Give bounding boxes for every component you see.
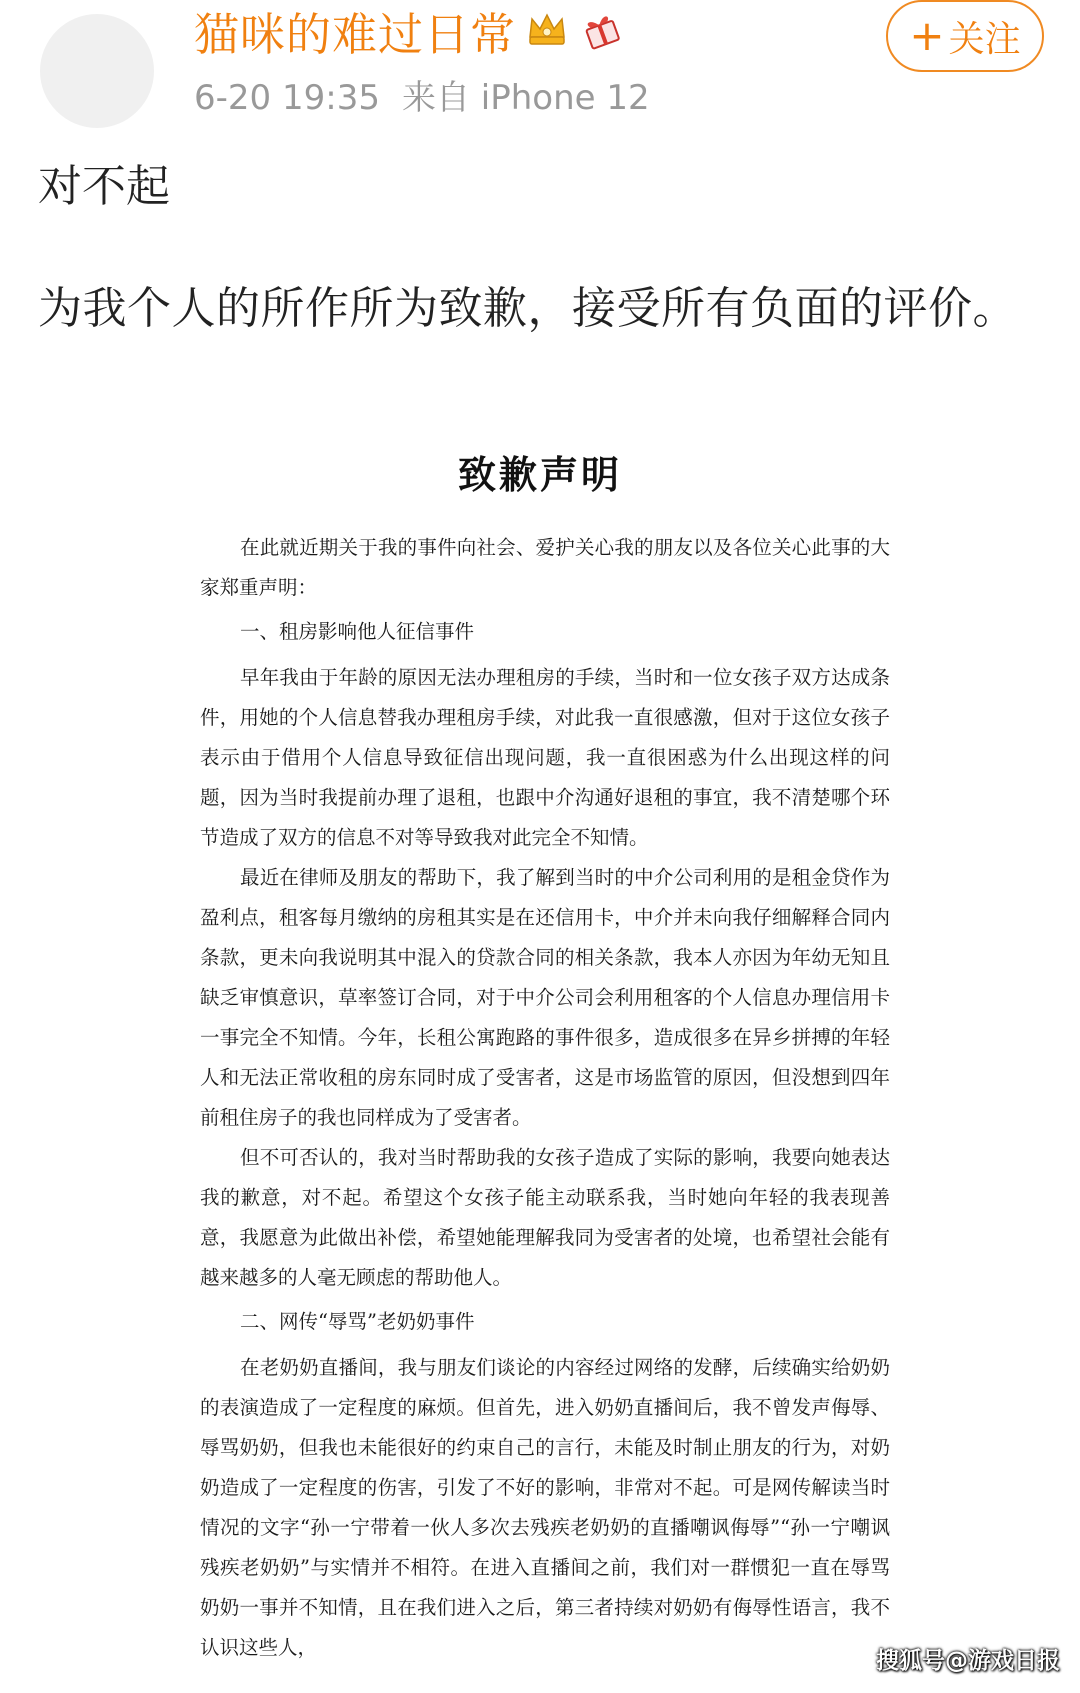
document-paragraph: 在老奶奶直播间，我与朋友们谈论的内容经过网络的发酵，后续确实给奶奶的表演造成了一定程度的麻烦。但首先，进入奶奶直播间后，我不曾发声侮辱、辱骂奶奶，但我也未能很好的约束自己的言行，未能及时制止朋友的行为，对奶奶造成了一定程度的伤害，引发了不好的影响，非常对不起。可是网传解读当时情况的文字“孙一宁带着一伙人多次去残疾老奶奶的直播嘲讽侮辱”“孙一宁嘲讽残疾老奶奶”与实情并不相符。在进入直播间之前，我们对一群惯犯一直在辱骂奶奶一事并不知情，且在我们进入之后，第三者持续对奶奶有侮辱性语言，我不认识这些人， — [200, 1356, 890, 1659]
post-text-line: 对不起 — [38, 161, 170, 212]
post-meta — [194, 70, 650, 119]
follow-label: 关注 — [948, 18, 1021, 60]
follow-button[interactable] — [886, 0, 1044, 72]
username-row — [194, 2, 624, 61]
post-source[interactable]: 来自 iPhone 12 — [401, 78, 650, 118]
watermark: 搜狐号@游戏日报 — [876, 1648, 1060, 1674]
document-paragraph: 最近在律师及朋友的帮助下，我了解到当时的中介公司利用的是租金贷作为盈利点，租客每月缴纳的房租其实是在还信用卡，中介并未向我仔细解释合同内条款，更未向我说明其中混入的贷款合同的相关条款，我本人亦因为年幼无知且缺乏审慎意识，草率签订合同，对于中介公司会利用租客的个人信息办理信用卡一事完全不知情。今年，长租公寓跑路的事件很多，造成很多在异乡拼搏的年轻人和无法正常收租的房东同时成了受害者，这是市场监管的原因，但没想到四年前租住房子的我也同样成为了受害者。 — [200, 866, 890, 1129]
document-section-heading: 一、租房影响他人征信事件 — [240, 620, 475, 643]
document-paragraph: 早年我由于年龄的原因无法办理租房的手续，当时和一位女孩子双方达成条件，用她的个人信息替我办理租房手续，对此我一直很感激，但对于这位女孩子表示由于借用个人信息导致征信出现问题，我一直很困惑为什么出现这样的问题，因为当时我提前办理了退租，也跟中介沟通好退租的事宜，我不清楚哪个环节造成了双方的信息不对等导致我对此完全不知情。 — [200, 666, 890, 849]
username[interactable]: 猫咪的难过日常 — [194, 7, 517, 61]
gift-badge-icon[interactable] — [578, 7, 624, 53]
post-text-line: 为我个人的所作所为致歉，接受所有负面的评价。 — [38, 283, 1017, 334]
document-paragraph: 在此就近期关于我的事件向社会、爱护关心我的朋友以及各位关心此事的大家郑重声明： — [200, 536, 890, 599]
attached-image-document[interactable] — [0, 400, 1080, 1693]
user-avatar[interactable] — [40, 14, 154, 128]
document-paragraph: 但不可否认的，我对当时帮助我的女孩子造成了实际的影响，我要向她表达我的歉意，对不起。希望这个女孩子能主动联系我，当时她向年轻的我表现善意，我愿意为此做出补偿，希望她能理解我同为受害者的处境，也希望社会能有越来越多的人毫无顾虑的帮助他人。 — [200, 1146, 890, 1289]
document-title: 致歉声明 — [457, 452, 622, 497]
post-time: 6-20 19:35 — [194, 78, 380, 118]
plus-icon: + — [909, 11, 945, 60]
document-body — [200, 528, 890, 1668]
document-section-heading: 二、网传“辱骂”老奶奶事件 — [240, 1310, 475, 1333]
crown-badge-icon[interactable] — [524, 7, 570, 53]
